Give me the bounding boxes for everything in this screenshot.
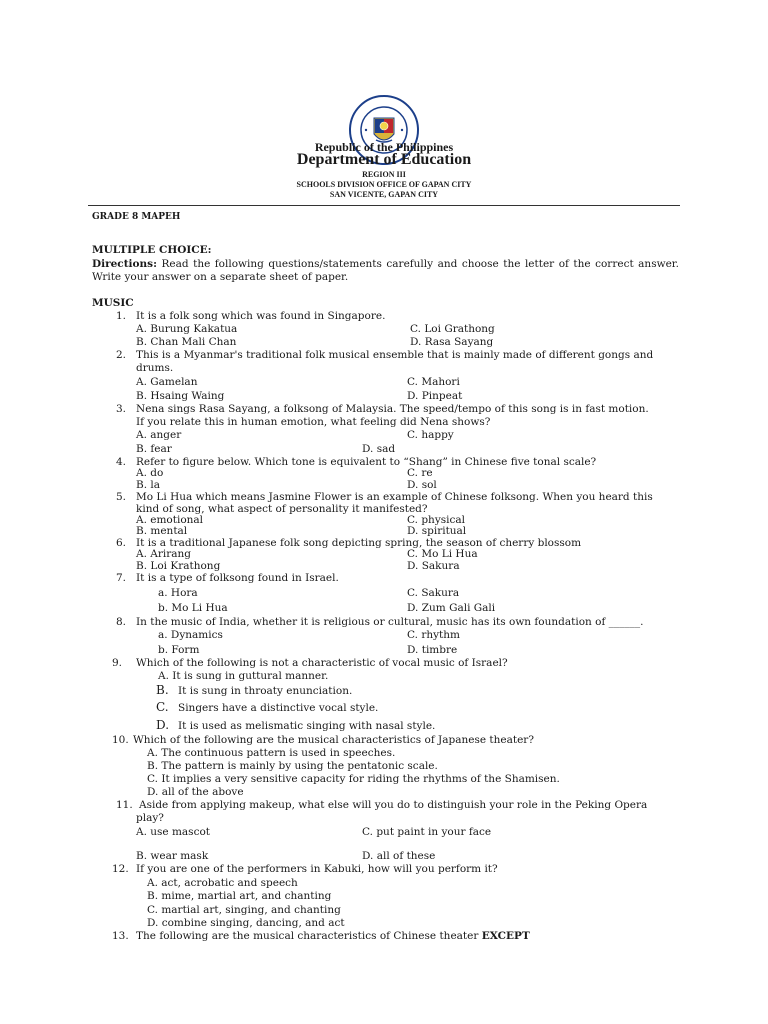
option-a: A. Burung Kakatua <box>136 323 238 335</box>
question-text-cont: kind of song, what aspect of personality it manifested? <box>136 503 428 515</box>
option-a: a. Hora <box>158 587 198 599</box>
question-text: This is a Myanmar's traditional folk musical ensemble that is mainly made of different gongs and <box>136 349 654 361</box>
question-emphasis: EXCEPT <box>481 930 530 942</box>
question-text-main: The following are the musical characteristics of Chinese theater <box>136 930 479 942</box>
question-number: 4. <box>116 456 127 468</box>
option-b: B. fear <box>136 443 172 455</box>
option-c: C. martial art, singing, and chanting <box>147 904 341 916</box>
option-c: C. Loi Grathong <box>410 323 495 335</box>
question-text: Which of the following are the musical characteristics of Japanese theater? <box>133 734 534 746</box>
question-number: 8. <box>116 616 127 628</box>
option-a: A. anger <box>136 429 182 441</box>
division-heading: SCHOOLS DIVISION OFFICE OF GAPAN CITY <box>296 180 472 189</box>
option-c: C. re <box>407 467 433 479</box>
option-a: A. Gamelan <box>136 376 198 388</box>
question-number: 5. <box>116 491 127 503</box>
option-d: D. spiritual <box>407 525 467 537</box>
question-number: 3. <box>116 403 127 415</box>
question-number: 2. <box>116 349 127 361</box>
option-b: B. wear mask <box>136 850 209 862</box>
republic-heading: Republic of the Philippines <box>314 140 454 154</box>
question-number: 10. <box>112 734 129 746</box>
option-b-letter: B. <box>156 683 169 697</box>
option-b: b. Mo Li Hua <box>158 602 228 614</box>
question-text-cont: drums. <box>136 362 174 374</box>
directions-paragraph <box>92 258 679 284</box>
header-divider <box>88 205 680 206</box>
question-text: It is a type of folksong found in Israel. <box>136 572 339 584</box>
option-d: D. Pinpeat <box>407 390 463 402</box>
question-number: 11. <box>116 799 133 811</box>
option-b: B. mime, martial art, and chanting <box>147 890 332 902</box>
option-a: A. do <box>136 467 164 479</box>
option-c: C. physical <box>407 514 465 526</box>
question-number: 6. <box>116 537 127 549</box>
option-a: A. It is sung in guttural manner. <box>158 670 329 682</box>
question-number: 1. <box>116 310 127 322</box>
option-d-letter: D. <box>156 718 170 732</box>
option-c: C. happy <box>407 429 454 441</box>
option-c: C. Mahori <box>407 376 460 388</box>
directions-text: Read the following questions/statements carefully and choose the letter of the correct answer. Write your answer on a separate sheet of paper. <box>92 258 679 283</box>
option-d: D. all of these <box>362 850 436 862</box>
option-a: A. The continuous pattern is used in speeches. <box>147 747 396 759</box>
question-text: In the music of India, whether it is religious or cultural, music has its own foundation of ______. <box>136 616 644 628</box>
option-c: C. put paint in your face <box>362 826 492 838</box>
question-text: It is a folk song which was found in Singapore. <box>136 310 386 322</box>
question-text: Nena sings Rasa Sayang, a folksong of Malaysia. The speed/tempo of this song is in fast motion. <box>136 403 649 415</box>
option-c: C. rhythm <box>407 629 460 641</box>
option-d: D. all of the above <box>147 786 244 798</box>
option-b: B. Chan Mali Chan <box>136 336 237 348</box>
question-text: It is a traditional Japanese folk song depicting spring, the season of cherry blossom <box>136 537 582 549</box>
option-a: A. act, acrobatic and speech <box>147 877 298 889</box>
question-text: Mo Li Hua which means Jasmine Flower is an example of Chinese folksong. When you heard this <box>136 491 653 503</box>
grade-label: GRADE 8 MAPEH <box>92 212 181 222</box>
question-text <box>136 930 530 942</box>
option-c: C. It implies a very sensitive capacity for riding the rhythms of the Shamisen. <box>147 773 560 785</box>
option-c: Singers have a distinctive vocal style. <box>178 702 379 714</box>
question-number: 7. <box>116 572 127 584</box>
option-b: B. The pattern is mainly by using the pentatonic scale. <box>147 760 438 772</box>
option-b: B. Hsaing Waing <box>136 390 225 402</box>
question-text: If you are one of the performers in Kabuki, how will you perform it? <box>136 863 498 875</box>
option-b: b. Form <box>158 644 200 656</box>
address-heading: SAN VICENTE, GAPAN CITY <box>329 190 439 199</box>
option-d: D. Zum Gali Gali <box>407 602 496 614</box>
question-text: Aside from applying makeup, what else will you do to distinguish your role in the Peking Opera <box>139 799 648 811</box>
option-a: A. Arirang <box>136 548 191 560</box>
option-d: D. timbre <box>407 644 458 656</box>
region-heading: REGION III <box>362 170 406 179</box>
option-c: C. Sakura <box>407 587 460 599</box>
option-b: B. Loi Krathong <box>136 560 221 572</box>
option-d: D. combine singing, dancing, and act <box>147 917 345 929</box>
option-a: A. emotional <box>136 514 204 526</box>
department-heading: Department of Education <box>296 151 472 168</box>
question-text: Refer to figure below. Which tone is equivalent to “Shang” in Chinese five tonal scale? <box>136 456 597 468</box>
option-d: D. Rasa Sayang <box>410 336 494 348</box>
option-b: B. mental <box>136 525 188 537</box>
question-number: 12. <box>112 863 129 875</box>
directions-label: Directions: <box>92 258 157 270</box>
option-d: D. Sakura <box>407 560 460 572</box>
question-text-cont: If you relate this in human emotion, what feeling did Nena shows? <box>136 416 491 428</box>
option-b: It is sung in throaty enunciation. <box>178 685 353 697</box>
subject-heading: MUSIC <box>92 297 134 309</box>
question-number: 9. <box>112 657 123 669</box>
option-c-letter: C. <box>156 700 169 714</box>
option-d: D. sad <box>362 443 396 455</box>
section-title: MULTIPLE CHOICE: <box>92 244 212 256</box>
option-d: It is used as melismatic singing with nasal style. <box>178 720 436 732</box>
option-a: a. Dynamics <box>158 629 223 641</box>
option-d: D. sol <box>407 479 437 491</box>
question-number: 13. <box>112 930 129 942</box>
option-a: A. use mascot <box>136 826 210 838</box>
question-text: Which of the following is not a characteristic of vocal music of Israel? <box>136 657 508 669</box>
option-b: B. la <box>136 479 161 491</box>
question-text-cont: play? <box>136 812 164 824</box>
option-c: C. Mo Li Hua <box>407 548 478 560</box>
